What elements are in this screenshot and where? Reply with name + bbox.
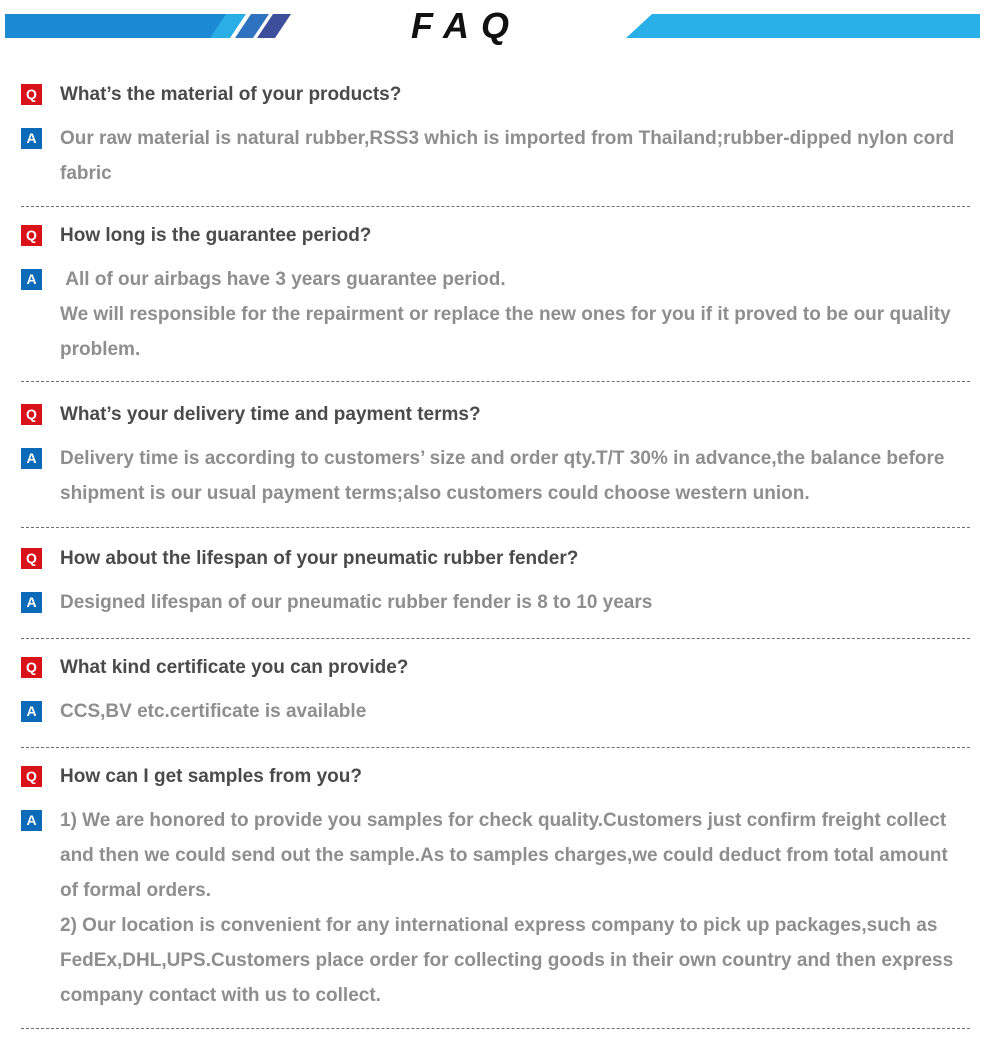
question-badge: Q	[21, 657, 42, 678]
answer-paragraph: 1) We are honored to provide you samples for check quality.Customers just confirm freight collect and then we could send out the sample.As to samples charges,we could deduct from total amount of formal orders.	[60, 810, 954, 901]
answer-badge: A	[21, 701, 42, 722]
answer-paragraph: 2) Our location is convenient for any international express company to pick up packages,such as FedEx,DHL,UPS.Customers place order for collecting goods in their own country and then express company contact with us to collect.	[60, 915, 959, 1006]
faq-divider	[21, 381, 970, 382]
answer-badge: A	[21, 810, 42, 831]
question-badge: Q	[21, 404, 42, 425]
answer-paragraph: Delivery time is according to customers’ size and order qty.T/T 30% in advance,the balance before shipment is our usual payment terms;also customers could choose western union.	[60, 448, 950, 504]
faq-question-6: How can I get samples from you?	[60, 766, 362, 787]
answer-badge: A	[21, 269, 42, 290]
faq-answer-1	[60, 121, 965, 191]
faq-header	[0, 0, 990, 52]
question-badge: Q	[21, 84, 42, 105]
faq-answer-4	[60, 585, 965, 620]
faq-answer-2	[60, 262, 965, 367]
faq-divider	[21, 1028, 970, 1029]
answer-paragraph: We will responsible for the repairment or replace the new ones for you if it proved to be our quality problem.	[60, 304, 956, 360]
faq-question-1: What’s the material of your products?	[60, 84, 402, 105]
answer-badge: A	[21, 128, 42, 149]
question-badge: Q	[21, 766, 42, 787]
faq-divider	[21, 527, 970, 528]
answer-paragraph: Our raw material is natural rubber,RSS3 which is imported from Thailand;rubber-dipped nylon cord fabric	[60, 128, 960, 184]
answer-badge: A	[21, 448, 42, 469]
faq-question-3: What’s your delivery time and payment terms?	[60, 404, 481, 425]
faq-question-2: How long is the guarantee period?	[60, 225, 372, 246]
faq-question-5: What kind certificate you can provide?	[60, 657, 409, 678]
answer-paragraph: Designed lifespan of our pneumatic rubber fender is 8 to 10 years	[60, 592, 653, 613]
faq-answer-3	[60, 441, 965, 511]
faq-answer-6	[60, 803, 965, 1013]
question-badge: Q	[21, 225, 42, 246]
page-title: FAQ	[410, 5, 521, 46]
answer-badge: A	[21, 592, 42, 613]
faq-divider	[21, 638, 970, 639]
question-badge: Q	[21, 548, 42, 569]
answer-paragraph: All of our airbags have 3 years guarantee period.	[60, 269, 506, 290]
faq-divider	[21, 206, 970, 207]
faq-divider	[21, 747, 970, 748]
answer-paragraph: CCS,BV etc.certificate is available	[60, 701, 367, 722]
faq-answer-5	[60, 694, 965, 729]
faq-question-4: How about the lifespan of your pneumatic rubber fender?	[60, 548, 579, 569]
